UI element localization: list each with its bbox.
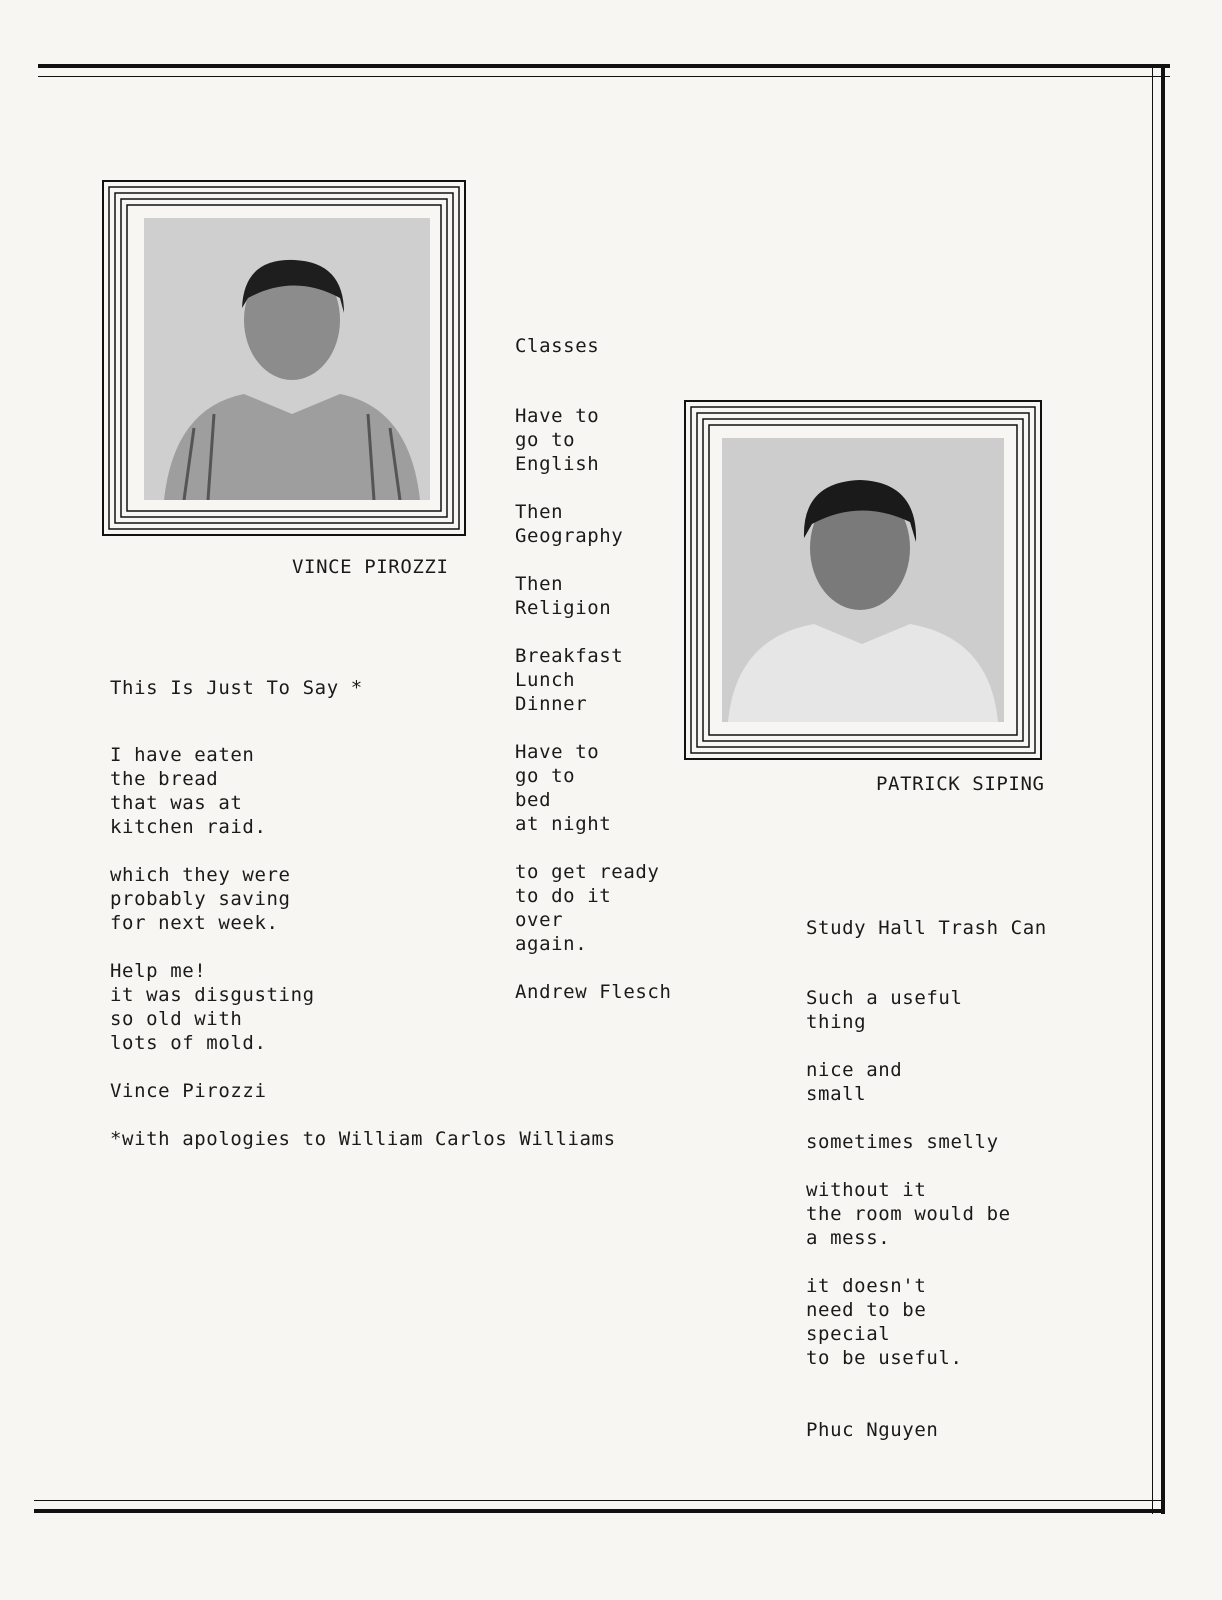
- poem-left-title: This Is Just To Say *: [110, 677, 363, 699]
- poem-line: which they were: [110, 864, 291, 886]
- poem-middle-title: Classes: [515, 335, 600, 357]
- poem-line: that was at: [110, 792, 243, 814]
- poem-line: English: [515, 453, 600, 475]
- page-border-top: [38, 64, 1170, 77]
- poem-line: nice and: [806, 1059, 903, 1081]
- poem-line: again.: [515, 933, 588, 955]
- poem-line: Such a useful: [806, 987, 963, 1009]
- poem-line: Religion: [515, 597, 612, 619]
- poem-line: sometimes smelly: [806, 1131, 999, 1153]
- poem-line: thing: [806, 1011, 867, 1033]
- poem-line: to do it: [515, 885, 612, 907]
- poem-right-author: Phuc Nguyen: [806, 1419, 939, 1441]
- poem-line: it doesn't: [806, 1275, 927, 1297]
- poem-line: Dinner: [515, 693, 588, 715]
- poem-line: a mess.: [806, 1227, 891, 1249]
- poem-line: bed: [515, 789, 552, 811]
- poem-line: Help me!: [110, 960, 207, 982]
- poem-line: without it: [806, 1179, 927, 1201]
- poem-line: special: [806, 1323, 891, 1345]
- page-border-right: [1152, 64, 1165, 1514]
- poem-line: Then: [515, 573, 564, 595]
- poem-line: lots of mold.: [110, 1032, 267, 1054]
- portrait-silhouette-left: [144, 218, 430, 500]
- portrait-silhouette-right: [722, 438, 1004, 722]
- poem-middle-author: Andrew Flesch: [515, 981, 672, 1003]
- poem-line: for next week.: [110, 912, 279, 934]
- poem-line: Breakfast: [515, 645, 624, 667]
- poem-line: it was disgusting: [110, 984, 315, 1006]
- poem-right-title: Study Hall Trash Can: [806, 917, 1047, 939]
- poem-line: to get ready: [515, 861, 660, 883]
- poem-line: Have to: [515, 405, 600, 427]
- poem-line: Geography: [515, 525, 624, 547]
- poem-line: go to: [515, 429, 576, 451]
- poem-line: kitchen raid.: [110, 816, 267, 838]
- poem-line: Then: [515, 501, 564, 523]
- poem-line: go to: [515, 765, 576, 787]
- photo-frame-right: [684, 400, 1042, 760]
- poem-line: I have eaten: [110, 744, 255, 766]
- portrait-photo-right: [722, 438, 1004, 722]
- photo-caption-left: VINCE PIROZZI: [292, 556, 449, 578]
- poem-line: the bread: [110, 768, 219, 790]
- poem-line: to be useful.: [806, 1347, 963, 1369]
- portrait-photo-left: [144, 218, 430, 500]
- poem-line: need to be: [806, 1299, 927, 1321]
- poem-line: small: [806, 1083, 867, 1105]
- poem-right: [806, 916, 1047, 1442]
- poem-left-author: Vince Pirozzi: [110, 1080, 267, 1102]
- poem-middle: [515, 334, 672, 1004]
- page-border-bottom: [34, 1500, 1162, 1513]
- poem-line: Have to: [515, 741, 600, 763]
- poem-line: over: [515, 909, 564, 931]
- poem-line: the room would be: [806, 1203, 1011, 1225]
- poem-left-footnote: *with apologies to William Carlos Williams: [110, 1128, 616, 1150]
- poem-line: Lunch: [515, 669, 576, 691]
- photo-caption-right: PATRICK SIPING: [876, 773, 1045, 795]
- poem-line: at night: [515, 813, 612, 835]
- poem-line: so old with: [110, 1008, 243, 1030]
- photo-frame-left: [102, 180, 466, 536]
- poem-line: probably saving: [110, 888, 291, 910]
